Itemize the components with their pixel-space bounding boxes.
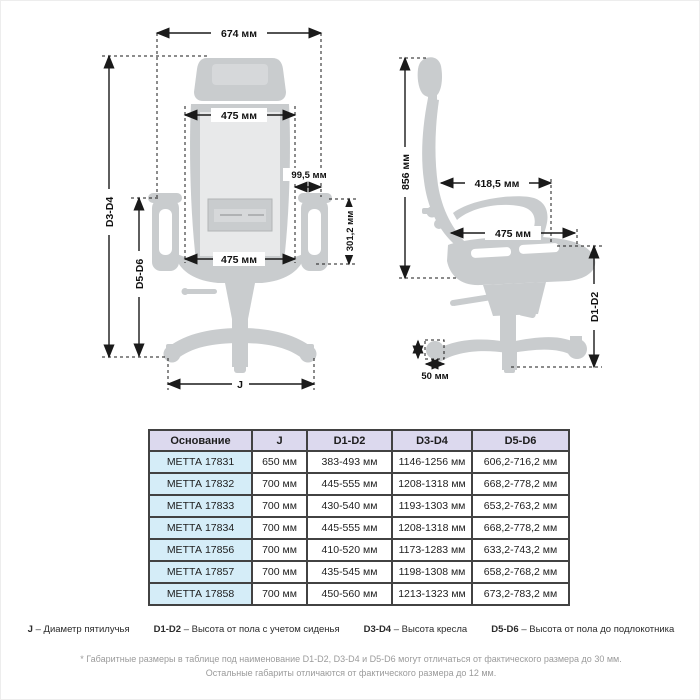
seat-side-shape [447,237,595,286]
model-cell: МЕТТА 17832 [149,473,252,495]
j-cell: 700 мм [252,495,307,517]
table-row [149,451,569,473]
caster-center [234,364,246,373]
footnote-line-2: Остальные габариты отличаются от фактического размера до 12 мм. [205,668,497,678]
chair-side-view [418,57,596,373]
d5d6-cell: 633,2-743,2 мм [472,539,569,561]
table-header-row [149,430,569,451]
table-row [149,473,569,495]
d3d4-cell: 1208-1318 мм [392,517,472,539]
dimensions-table [148,429,570,606]
d5d6-cell: 673,2-783,2 мм [472,583,569,605]
base-leg-center-side [502,348,517,370]
model-cell: МЕТТА 17857 [149,561,252,583]
back-knob-lower [434,219,444,229]
table-row [149,539,569,561]
table-row [149,583,569,605]
d3d4-cell: 1173-1283 мм [392,539,472,561]
d5d6-label: D5-D6 [134,258,146,290]
d5d6-cell: 668,2-778,2 мм [472,517,569,539]
d1d2-cell: 450-560 мм [307,583,392,605]
j-cell: 700 мм [252,517,307,539]
caster-front [567,339,587,359]
backrest-width-label: 475 мм [221,110,257,122]
d5d6-cell: 606,2-716,2 мм [472,451,569,473]
d1d2-cell: 435-545 мм [307,561,392,583]
legend-key: J [27,624,33,635]
base-leg-center [232,337,248,367]
d3d4-cell: 1193-1303 мм [392,495,472,517]
model-cell: МЕТТА 17858 [149,583,252,605]
model-cell: МЕТТА 17856 [149,539,252,561]
j-cell: 700 мм [252,561,307,583]
lever-knob [182,288,189,295]
model-cell: МЕТТА 17834 [149,517,252,539]
seat-mechanism [225,283,255,319]
total-height-label: 856 мм [400,154,412,190]
legend-key: D1-D2 [153,624,182,635]
j-cell: 650 мм [252,451,307,473]
legend-item-d5d6 [491,624,674,635]
d3d4-cell: 1198-1308 мм [392,561,472,583]
chair-back-view [148,58,332,373]
backrest-depth-label: 418,5 мм [474,178,520,190]
d1d2-label: D1-D2 [589,291,601,323]
d3d4-cell: 1208-1318 мм [392,473,472,495]
footnote-line-1: * Габаритные размеры в таблице под наименование D1-D2, D3-D4 и D5-D6 могут отличаться от фактического размера до 30 мм. [80,654,622,664]
legend-key: D3-D4 [363,624,392,635]
caster-size-label: 50 мм [421,371,449,382]
table-row [149,561,569,583]
j-cell: 700 мм [252,539,307,561]
legend-desc: – Высота от пола до подлокотника [521,624,675,635]
backrest-height-label: 301,2 мм [345,210,356,252]
col-header-d5d6: D5-D6 [472,430,569,451]
backrest-mesh [200,112,280,256]
legend-item-d1d2 [154,624,340,635]
back-knob-upper [427,207,438,218]
legend-item-j [28,624,130,635]
caster-center-side [504,367,515,373]
table-row [149,517,569,539]
d5d6-cell: 668,2-778,2 мм [472,473,569,495]
legend-item-d3d4 [364,624,468,635]
headrest-side-shape [418,57,442,97]
side-lever [453,294,492,306]
j-cell: 700 мм [252,473,307,495]
d3d4-cell: 1146-1256 мм [392,451,472,473]
d1d2-cell: 430-540 мм [307,495,392,517]
col-header-d3d4: D3-D4 [392,430,472,451]
col-header-j: J [252,430,307,451]
d1d2-cell: 445-555 мм [307,473,392,495]
table-row [149,495,569,517]
legend-desc: – Высота кресла [393,624,468,635]
caster-back [426,341,444,359]
dimension-legend [1,624,700,635]
adjust-lever [185,289,217,294]
legend-desc: – Высота от пола с учетом сиденья [183,624,340,635]
d3d4-label: D3-D4 [104,196,116,228]
col-header-base: Основание [149,430,252,451]
legend-key: D5-D6 [491,624,519,635]
d1d2-cell: 410-520 мм [307,539,392,561]
headrest-pad [212,64,268,85]
seat-depth-label: 475 мм [495,228,531,240]
j-cell: 700 мм [252,583,307,605]
d3d4-cell: 1213-1323 мм [392,583,472,605]
d5d6-cell: 653,2-763,2 мм [472,495,569,517]
col-header-d1d2: D1-D2 [307,430,392,451]
armrest-left-slot [159,209,172,255]
d1d2-cell: 383-493 мм [307,451,392,473]
chair-dimension-diagram [1,1,700,421]
footnote [1,652,700,680]
model-cell: МЕТТА 17831 [149,451,252,473]
model-cell: МЕТТА 17833 [149,495,252,517]
caster-left [164,346,181,363]
seat-width-label: 475 мм [221,254,257,266]
d5d6-cell: 658,2-768,2 мм [472,561,569,583]
legend-desc: – Диаметр пятилучья [35,624,130,635]
armrest-offset-label: 99,5 мм [291,170,327,181]
backrest-side-frame [422,98,467,250]
overall-width-label: 674 мм [221,28,257,40]
side-lever-knob [450,300,456,306]
armrest-right-slot [308,209,321,255]
base-diameter-label: J [237,379,243,391]
d1d2-cell: 445-555 мм [307,517,392,539]
